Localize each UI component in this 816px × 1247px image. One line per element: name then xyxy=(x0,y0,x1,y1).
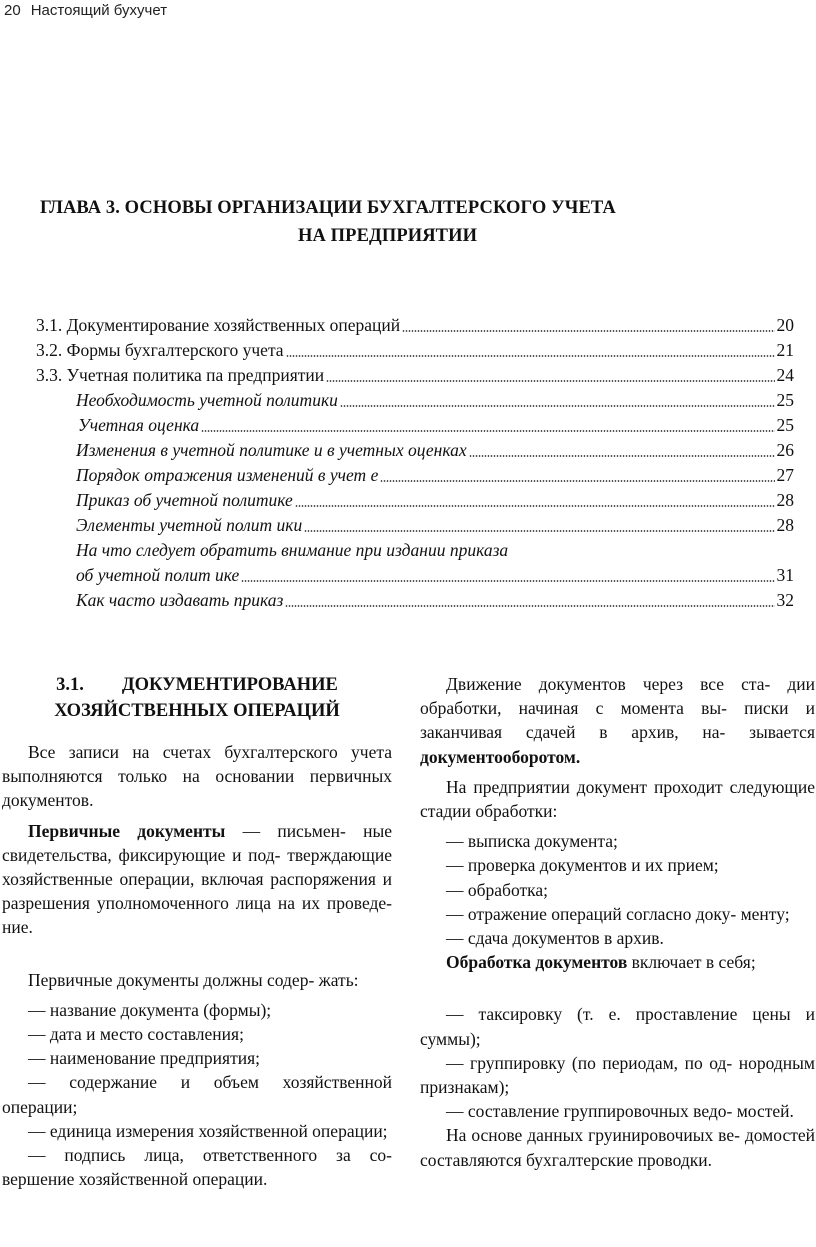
paragraph: На предприятии документ проходит следующие стадии обработки: xyxy=(420,776,815,822)
table-of-contents xyxy=(36,313,794,613)
page-number: 20 xyxy=(4,2,21,19)
left-column xyxy=(2,672,392,1191)
toc-leader-dots xyxy=(241,580,774,582)
toc-entry-title: Изменения в учетной политике и в учетных оценках xyxy=(76,440,467,460)
toc-subentry[interactable] xyxy=(36,463,794,488)
toc-subentry[interactable] xyxy=(36,413,794,438)
section-number: 3.1. xyxy=(56,675,84,695)
term-bold: Первичные документы xyxy=(28,820,226,841)
toc-leader-dots xyxy=(304,530,774,532)
toc-entry-title: На что следует обратить внимание при издании приказа xyxy=(76,540,509,560)
list-item: — обработка; xyxy=(446,879,548,900)
right-column xyxy=(420,672,815,1178)
toc-entry-page: 20 xyxy=(776,315,794,335)
list-item: — единица измерения хозяйственной операции; xyxy=(28,1120,388,1141)
toc-entry-page: 27 xyxy=(776,465,794,485)
list-item: — проверка документов и их прием; xyxy=(446,855,719,876)
toc-entry-page: 32 xyxy=(776,590,794,610)
toc-leader-dots xyxy=(285,605,774,607)
paragraph: На основе данных груинировочиых ве- домостей составляются бухгалтерские проводки. xyxy=(420,1125,815,1170)
toc-entry-title: Приказ об учетной политике xyxy=(76,490,293,510)
list-item: — дата и место составления; xyxy=(28,1024,244,1045)
list-item: — отражение операций согласно доку- менту; xyxy=(446,903,790,924)
chapter-title-line1: ГЛАВА 3. ОСНОВЫ ОРГАНИЗАЦИИ БУХГАЛТЕРСКОГО УЧЕТА xyxy=(40,198,616,218)
toc-subentry[interactable] xyxy=(36,438,794,463)
toc-entry-page: 21 xyxy=(776,340,794,360)
chapter-title-line2: НА ПРЕДПРИЯТИИ xyxy=(298,226,478,246)
toc-entry-title: Порядок отражения изменений в учет е xyxy=(76,465,379,485)
toc-entry-title: Элементы учетной полит ики xyxy=(76,515,303,535)
list-item: — наименование предприятия; xyxy=(28,1048,261,1069)
list-item: — название документа (формы); xyxy=(28,999,272,1020)
list-item: — выписка документа; xyxy=(446,831,618,852)
toc-leader-dots xyxy=(469,455,775,457)
toc-entry-page: 31 xyxy=(776,565,794,585)
list-item: — таксировку (т. е. проставление цены и суммы); xyxy=(420,1004,815,1049)
section-title xyxy=(2,672,392,724)
toc-entry-title: Как часто издавать приказ xyxy=(76,590,284,610)
toc-leader-dots xyxy=(402,330,774,332)
list-item: — группировку (по периодам, по од- нородным признакам); xyxy=(420,1052,815,1098)
toc-entry-page: 28 xyxy=(776,515,794,535)
toc-subentry[interactable] xyxy=(36,563,794,588)
paragraph-text: включает в себя; xyxy=(627,952,756,973)
paragraph-text: Движение документов через все ста- дии обработки, начиная с момента вы- писки и заканчивая сдачей в архив, на- зывается xyxy=(420,674,815,743)
toc-subentry[interactable] xyxy=(36,538,794,563)
toc-subentry[interactable] xyxy=(36,588,794,613)
toc-entry-title: 3.2. Формы бухгалтерского учета xyxy=(36,340,284,360)
toc-leader-dots xyxy=(326,380,774,382)
toc-entry[interactable] xyxy=(36,338,794,363)
toc-entry-title: 3.1. Документирование хозяйственных операций xyxy=(36,315,401,335)
toc-entry-page: 24 xyxy=(776,365,794,385)
toc-entry-page: 25 xyxy=(776,390,794,410)
running-title: Настоящий бухучет xyxy=(30,2,168,19)
toc-entry-page: 25 xyxy=(776,415,794,435)
toc-subentry[interactable] xyxy=(36,388,794,413)
term-bold: документооборотом. xyxy=(420,746,581,767)
toc-entry[interactable] xyxy=(36,313,794,338)
list-item: — содержание и объем хозяйственной операции; xyxy=(2,1072,392,1117)
list-item: — подпись лица, ответственного за со- вершение хозяйственной операции. xyxy=(2,1145,392,1190)
toc-leader-dots xyxy=(340,405,775,407)
toc-entry-page: 26 xyxy=(776,440,794,460)
toc-entry-title: Учетная оценка xyxy=(78,415,200,435)
toc-leader-dots xyxy=(380,480,774,482)
paragraph xyxy=(420,950,815,974)
term-bold: Обработка документов xyxy=(446,952,628,973)
paragraph xyxy=(420,672,815,769)
toc-subentry[interactable] xyxy=(36,513,794,538)
toc-leader-dots xyxy=(286,355,775,357)
section-title-line1: ДОКУМЕНТИРОВАНИЕ xyxy=(121,675,338,695)
toc-entry-title: 3.3. Учетная политика па предприятии xyxy=(36,365,325,385)
paragraph: Первичные документы должны содер- жать: xyxy=(28,969,359,990)
toc-entry-title: Необходимость учетной политики xyxy=(76,390,338,410)
toc-subentry[interactable] xyxy=(36,488,794,513)
toc-leader-dots xyxy=(201,430,774,432)
list-item: — сдача документов в архив. xyxy=(446,928,664,949)
list-item: — составление группировочных ведо- мостей. xyxy=(446,1101,794,1122)
toc-leader-dots xyxy=(295,505,775,507)
paragraph: Все записи на счетах бухгалтерского учета выполняются только на основании первичных документов. xyxy=(2,742,392,811)
running-header xyxy=(4,2,167,19)
toc-entry-title: об учетной полит ике xyxy=(76,565,240,585)
toc-entry-page: 28 xyxy=(776,490,794,510)
paragraph xyxy=(2,819,392,940)
toc-entry[interactable] xyxy=(36,363,794,388)
section-title-line2: ХОЗЯЙСТВЕННЫХ ОПЕРАЦИЙ xyxy=(54,701,340,721)
paragraph-text: — письмен- ные свидетельства, фиксирующие и под- тверждающие хозяйственные операции, включая распоряжения и разрешения уполномоченного лица на их проведе- ние. xyxy=(2,820,392,938)
